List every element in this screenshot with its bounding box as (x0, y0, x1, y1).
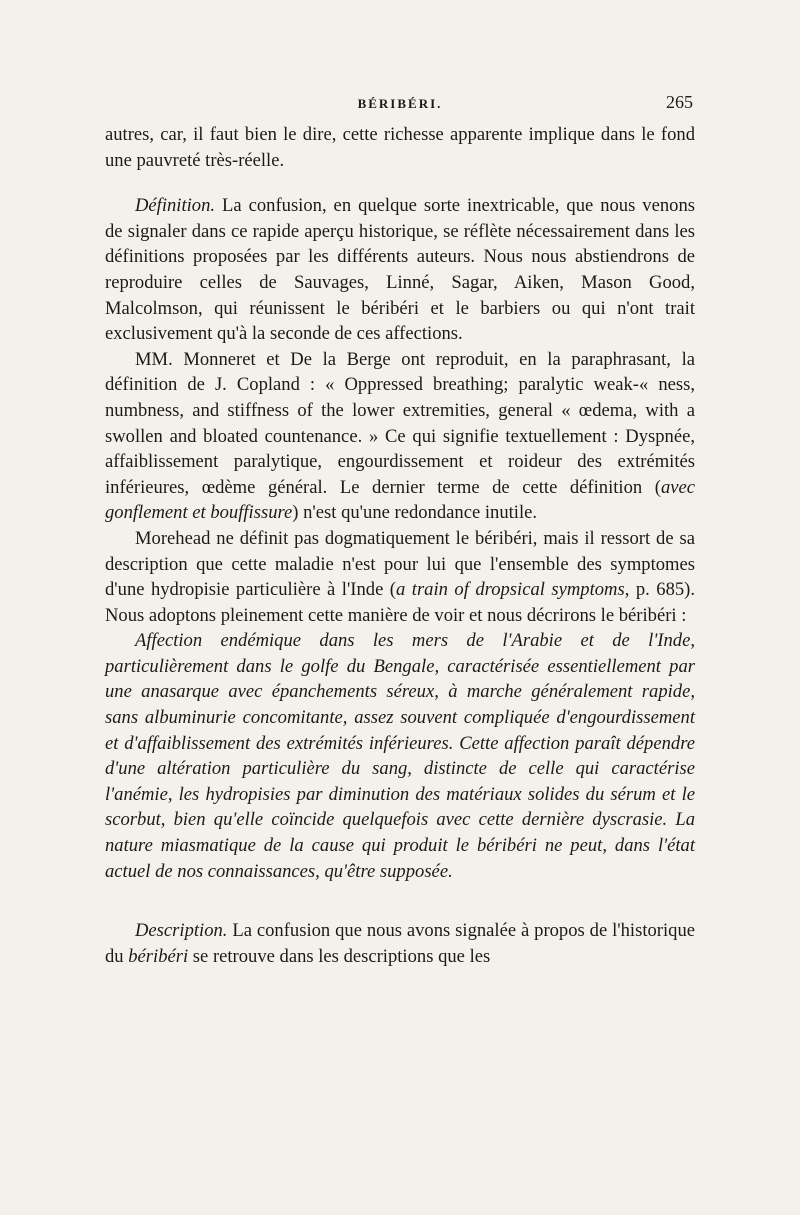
description-emphasis: béribéri (128, 945, 189, 967)
copland-text-a: MM. Monneret et De la Berge ont reproduit, en la paraphrasant, la définition de J. Copland : « Oppressed breathing; paralytic weak-« ness, numbness, and stiffness of the lower extremities, general « œdema, with a swollen and bloated countenance. » Ce qui signifie textuellement : Dyspnée, affaiblissement paralytique, engourdissement et roideur des extrémités inférieures, œdème général. Le dernier terme de cette définition ( (105, 348, 695, 498)
definition-text: La confusion, en quelque sorte inextricable, que nous venons de signaler dans ce rapide aperçu historique, se réflète nécessairement dans les définitions proposées par les différents auteurs. Nous nous abstiendrons de reproduire celles de Sauvages, Linné, Sagar, Aiken, Mason Good, Malcolmson, qui réunissent le béribéri et le barbiers ou qui n'ont trait exclusivement qu'à la seconde de ces affections. (105, 195, 695, 345)
paragraph-definition (105, 193, 695, 347)
section-lead-description: Description. (135, 920, 228, 942)
copland-text-b: ) n'est qu'une redondance inutile. (292, 502, 538, 524)
morehead-text-a: Morehead ne définit pas dogmatiquement le béribéri, mais il ressort de sa description que cette maladie n'est pour lui que l'ensemble des symptomes d'une hydropisie particulière à l'Inde ( (105, 527, 695, 601)
paragraph-continuation: autres, car, il faut bien le dire, cette richesse apparente implique dans le fond une pauvreté très-réelle. (105, 124, 695, 171)
page-number: 265 (666, 92, 693, 112)
formal-definition-text: Affection endémique dans les mers de l'Arabie et de l'Inde, particulièrement dans le golfe du Bengale, caractérisée essentiellement par une anasarque avec épanchements séreux, à marche généralement rapide, sans albuminurie concomitante, assez souvent compliquée d'engourdissement et d'affaiblissement des extrémités inférieures. Cette affection paraît dépendre d'une altération particulière du sang, distincte de celle qui caractérise l'anémie, les hydropisies par diminution des matériaux solides du sérum et le scorbut, bien qu'elle coïncide quelquefois avec cette dernière dyscrasie. La nature miasmatique de la cause qui produit le béribéri ne peut, dans l'état actuel de nos connaissances, qu'être supposée. (105, 630, 695, 882)
paragraph-morehead (105, 526, 695, 628)
section-lead-definition: Définition. (135, 195, 216, 217)
book-page (105, 92, 695, 969)
morehead-text-b: , p. 685). Nous adoptons pleinement cette manière de voir et nous décrirons le béribéri : (105, 579, 696, 626)
running-title: BÉRIBÉRI. (357, 96, 443, 111)
morehead-emphasis: a train of dropsical symptoms (396, 579, 625, 601)
paragraph-formal-definition (105, 628, 695, 884)
description-text-b: se retrouve dans les descriptions que les (188, 945, 491, 967)
paragraph-copland (105, 347, 695, 526)
description-text-a: La confusion que nous avons signalée à propos de l'historique du (105, 920, 695, 967)
page-header (105, 92, 695, 118)
paragraph-description (105, 918, 695, 969)
copland-emphasis: avec gonflement et bouffissure (105, 476, 695, 524)
